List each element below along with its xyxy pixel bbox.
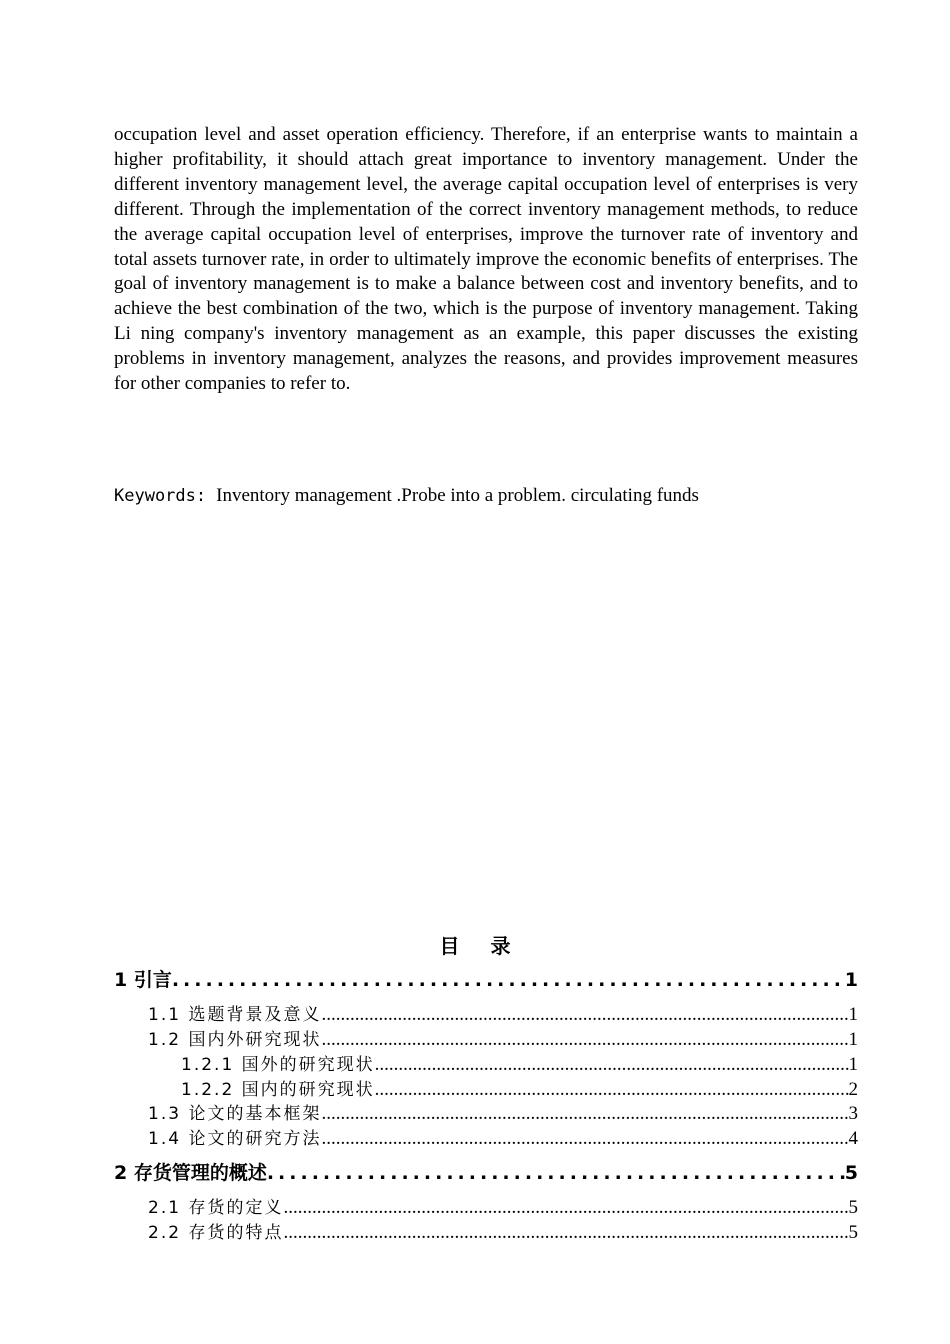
toc-entry[interactable] [148, 1099, 858, 1125]
toc-entry-label: 1.2.1 国外的研究现状 [181, 1055, 375, 1075]
keywords-line [114, 483, 858, 509]
toc-leader-dots [375, 1079, 849, 1101]
toc-entry-page: 1 [848, 1029, 858, 1050]
toc-entry-page: 4 [848, 1128, 858, 1149]
toc-entry-page: 5 [848, 1197, 858, 1218]
toc-entry-page: 3 [848, 1103, 858, 1124]
toc-entry-label: 1.3 论文的基本框架 [148, 1104, 322, 1124]
toc-entry[interactable] [148, 1000, 858, 1026]
toc-entry-label: 1.2.2 国内的研究现状 [181, 1080, 375, 1100]
toc-entry-label: 1.4 论文的研究方法 [148, 1129, 322, 1149]
toc-leader-dots [283, 1222, 848, 1244]
toc-entry[interactable] [114, 965, 858, 992]
toc-entry[interactable] [148, 1218, 858, 1244]
toc-leader-dots [283, 1197, 848, 1219]
toc-leader-dots [321, 1103, 848, 1125]
toc-entry-page: 5 [848, 1222, 858, 1243]
toc-entry-page: 2 [848, 1079, 858, 1100]
toc-entry-page: 1 [848, 1004, 858, 1025]
toc-leader-dots [375, 1054, 849, 1076]
toc-entry-page: 1 [844, 969, 858, 991]
toc-leader-dots [321, 1029, 848, 1051]
keywords-text: Inventory management .Probe into a problem. circulating funds [216, 485, 699, 506]
toc-leader-dots [267, 1162, 845, 1184]
toc-entry-label: 1.2 国内外研究现状 [148, 1030, 322, 1050]
toc-title: 目 录 [439, 934, 523, 958]
toc-entry[interactable] [148, 1124, 858, 1150]
toc-entry-label: 2 存货管理的概述 [114, 1162, 267, 1184]
toc-entry-label: 1 引言 [114, 969, 172, 991]
toc-entry-label: 2.1 存货的定义 [148, 1198, 284, 1218]
toc-entry[interactable] [148, 1025, 858, 1051]
keywords-label: Keywords: [114, 486, 207, 506]
toc-leader-dots [172, 969, 845, 991]
toc-entry[interactable] [148, 1193, 858, 1219]
toc-entry[interactable] [181, 1050, 858, 1076]
toc-entry-page: 1 [848, 1054, 858, 1075]
abstract-paragraph: occupation level and asset operation efficiency. Therefore, if an enterprise wants to maintain a higher profitability, it should attach great importance to inventory management. Under the different inventory management level, the average capital occupation level of enterprises is very different. Through the implementation of the correct inventory management methods, to reduce the average capital occupation level of enterprises, improve the turnover rate of inventory and total assets turnover rate, in order to ultimately improve the economic benefits of enterprises. The goal of inventory management is to make a balance between cost and inventory benefits, and to achieve the best combination of the two, which is the purpose of inventory management. Taking Li ning company's inventory management as an example, this paper discusses the existing problems in inventory management, analyzes the reasons, and provides improvement measures for other companies to refer to. [114, 124, 858, 395]
toc-leader-dots [321, 1004, 848, 1026]
toc-entry[interactable] [114, 1158, 858, 1185]
toc-entry-label: 2.2 存货的特点 [148, 1223, 284, 1243]
toc-entry-page: 5 [844, 1162, 858, 1184]
toc-entry[interactable] [181, 1075, 858, 1101]
toc-leader-dots [321, 1128, 848, 1150]
toc-entry-label: 1.1 选题背景及意义 [148, 1005, 322, 1025]
